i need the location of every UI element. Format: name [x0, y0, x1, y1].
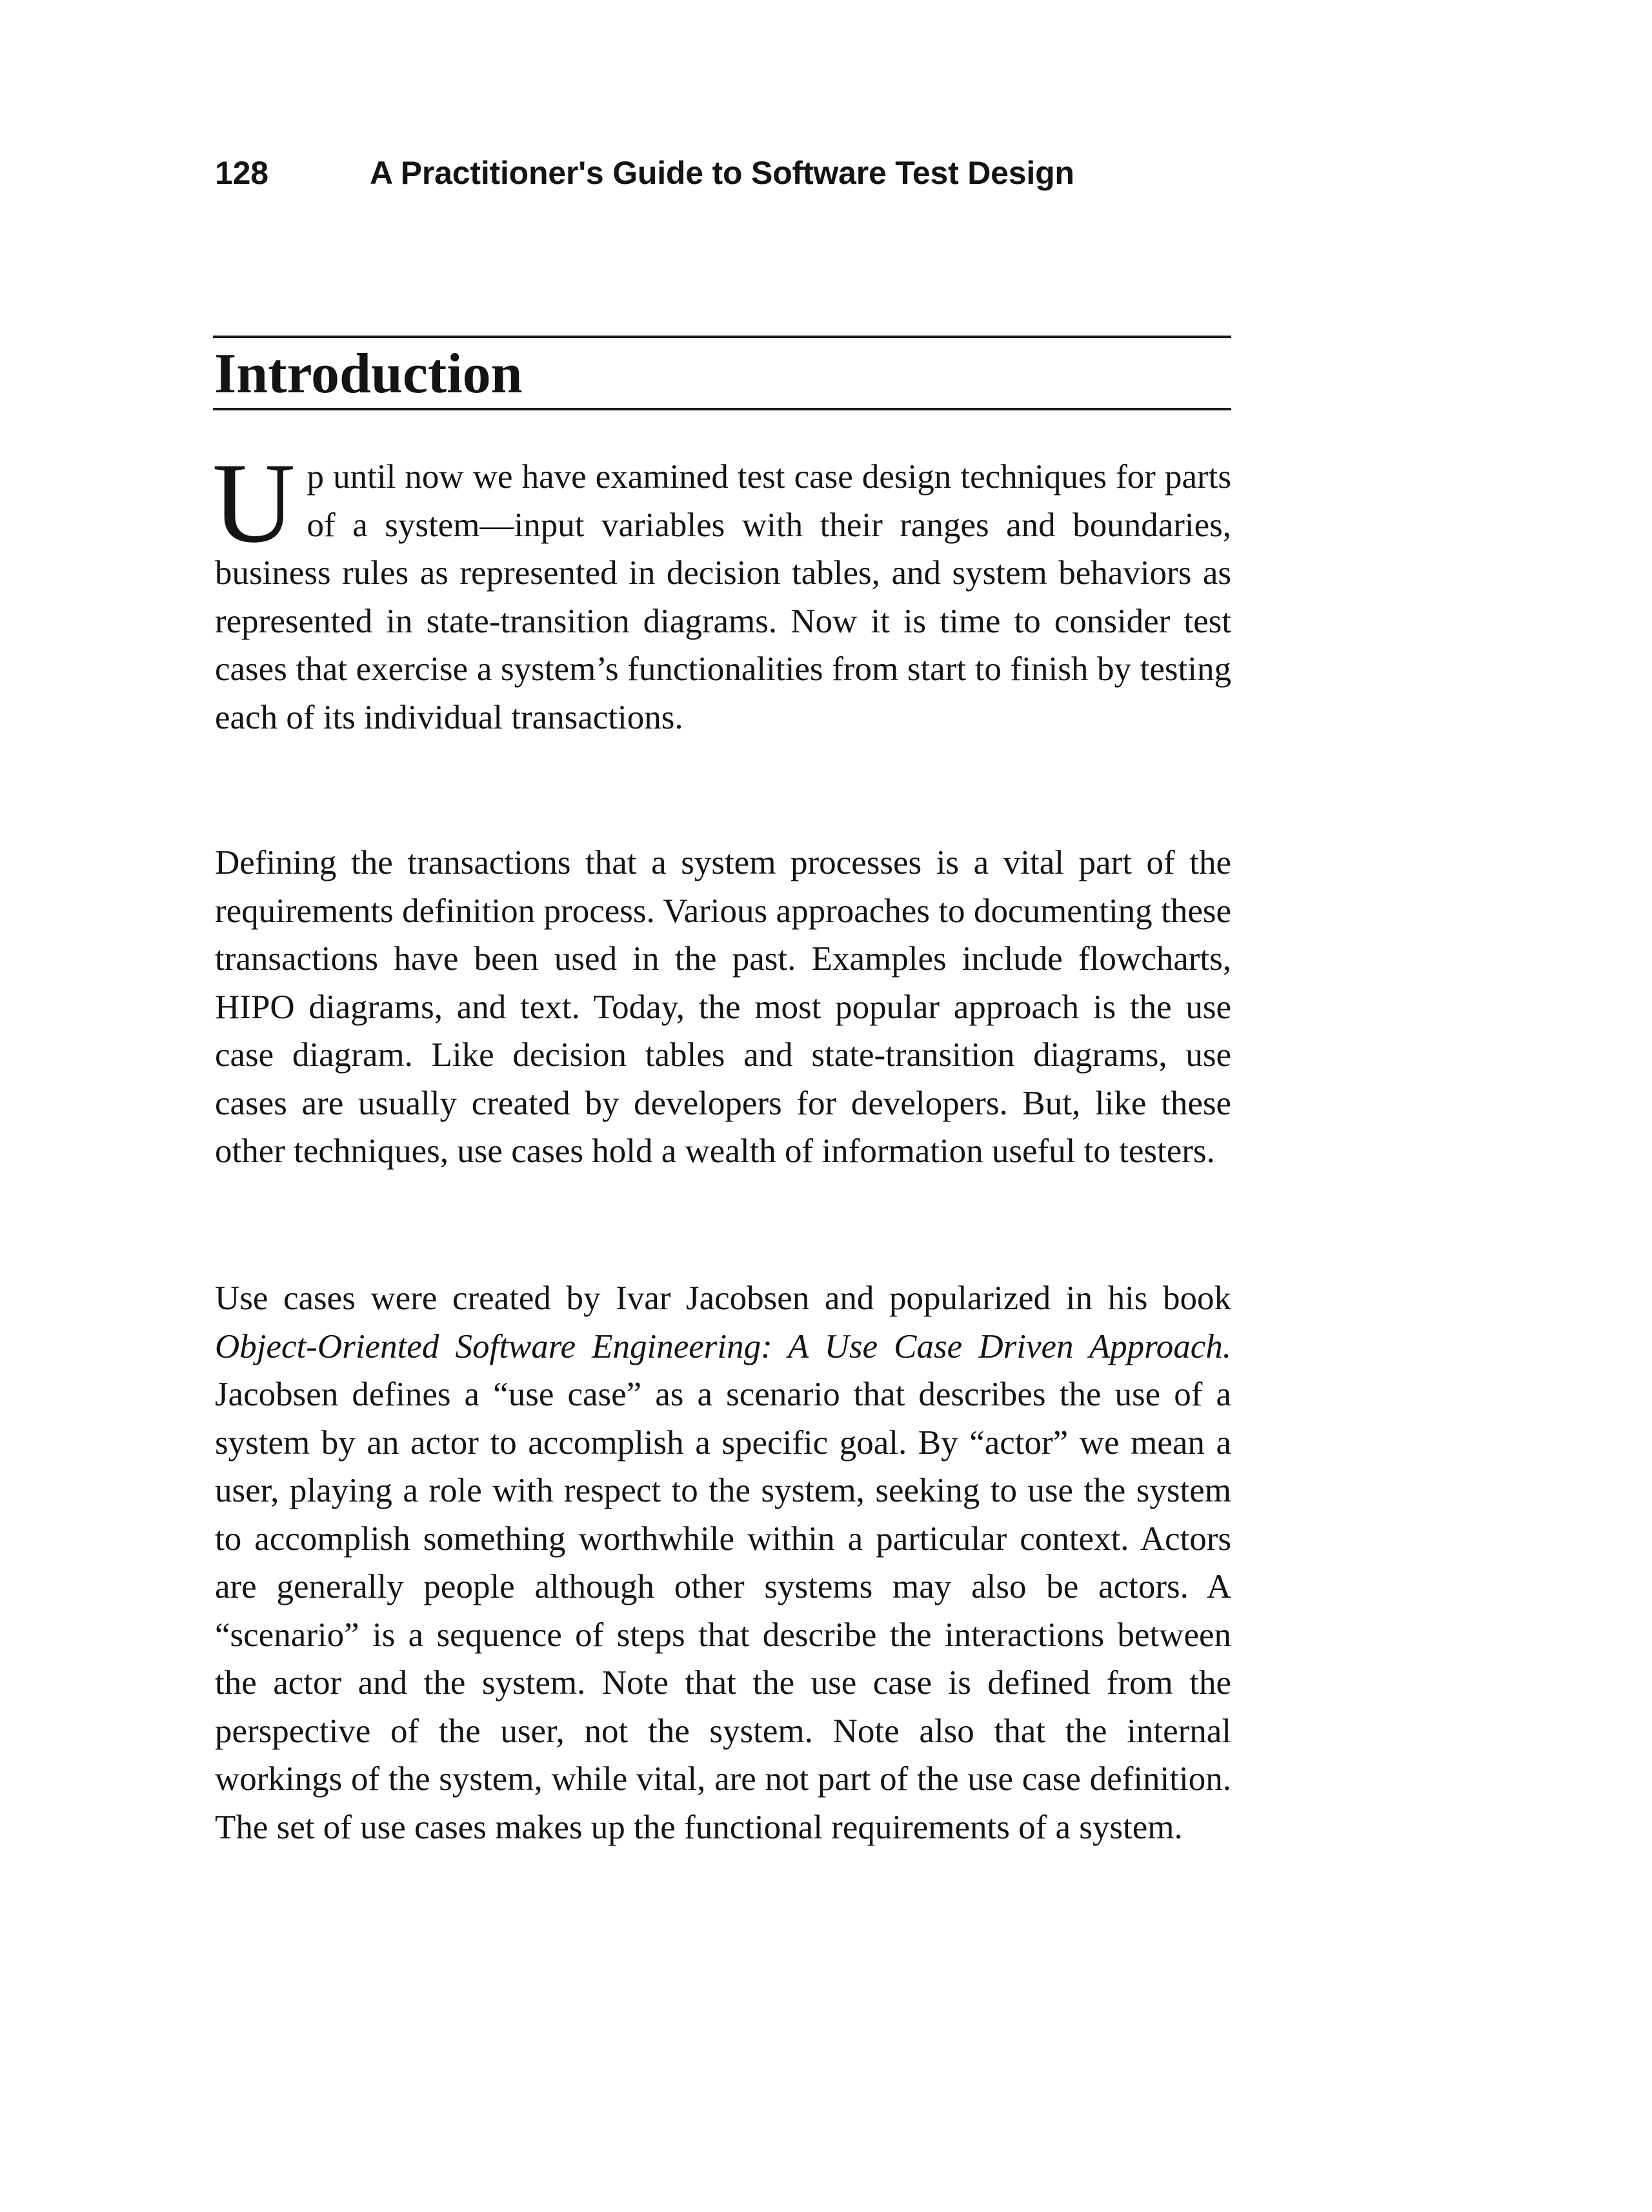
paragraph-1-text: p until now we have examined test case design techniques for parts of a system—input variables with their ranges and boundaries, business rules as represented in decision tables, and system behaviors as represented in state-transition diagrams. Now it is time to consider test cases that exercise a system’s functionalities from start to finish by testing each of its individual transactions.	[215, 458, 1231, 736]
paragraph-3-text-start: Use cases were created by Ivar Jacobsen and popularized in his book	[215, 1280, 1231, 1317]
section-rule-bottom	[213, 408, 1231, 410]
paragraph-3	[215, 1274, 1231, 1851]
paragraph-3-text-end: Jacobsen defines a “use case” as a scenario that describes the use of a system by an actor to accomplish a specific goal. By “actor” we mean a user, playing a role with respect to the system, seeking to use the system to accomplish something worthwhile within a particular context. Actors are generally people although other systems may also be actors. A “scenario” is a sequence of steps that describe the interactions between the actor and the system. Note that the use case is defined from the perspective of the user, not the system. Note also that the internal workings of the system, while vital, are not part of the use case definition. The set of use cases makes up the functional requirements of a system.	[215, 1376, 1231, 1846]
book-title: A Practitioner's Guide to Software Test Design	[370, 155, 1074, 191]
drop-cap: U	[212, 439, 296, 567]
page-number: 128	[215, 155, 268, 191]
section-title: Introduction	[214, 343, 523, 405]
running-head	[215, 154, 1074, 192]
section-rule-top	[213, 336, 1231, 338]
paragraph-1	[212, 439, 1231, 741]
cited-book-title: Object-Oriented Software Engineering: A Use Case Driven Approach.	[215, 1327, 1231, 1365]
paragraph-2: Defining the transactions that a system processes is a vital part of the requirements definition process. Various approaches to documenting these transactions have been used in the past. Examples include flowcharts, HIPO diagrams, and text. Today, the most popular approach is the use case diagram. Like decision tables and state-transition diagrams, use cases are usually created by developers for developers. But, like these other techniques, use cases hold a wealth of information useful to testers.	[215, 844, 1231, 1170]
